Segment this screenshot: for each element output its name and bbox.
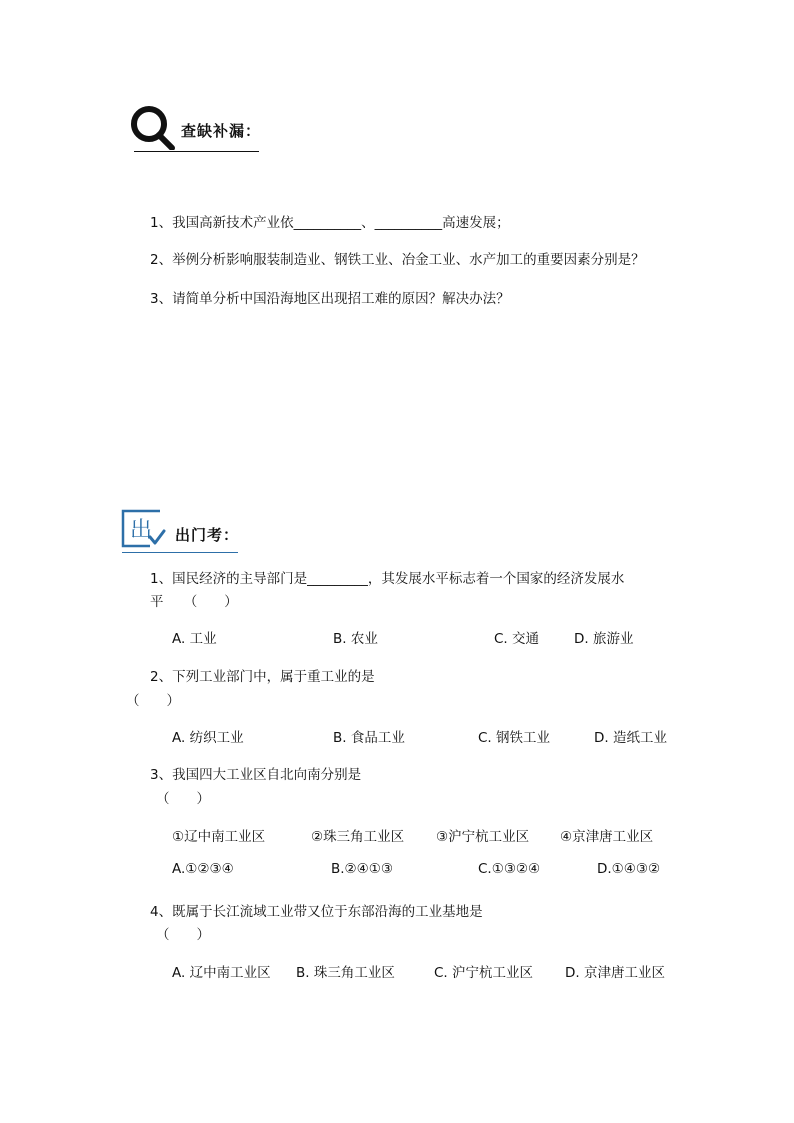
q4-option-c: C. 沪宁杭工业区	[434, 965, 534, 981]
q3-option-c: C.①③②④	[478, 861, 541, 877]
q3-option-a: A.①②③④	[172, 861, 234, 877]
svg-text:出: 出	[130, 518, 153, 543]
q3-item-4: ④京津唐工业区	[560, 829, 654, 845]
q3-item-2: ②珠三角工业区	[311, 829, 405, 845]
exit-heading: 出门考：	[175, 526, 240, 544]
q3-option-b: B.②④①③	[331, 861, 393, 877]
q4-option-b: B. 珠三角工业区	[296, 965, 395, 981]
heading-underline	[134, 151, 259, 152]
section-heading: 查缺补漏：	[181, 122, 262, 140]
quiz-question-2-stem: 2、下列工业部门中，属于重工业的是	[150, 669, 375, 685]
q1-option-c: C. 交通	[494, 631, 540, 647]
q4-option-d: D. 京津唐工业区	[565, 965, 665, 981]
exit-heading-underline	[122, 552, 238, 553]
quiz-question-3-stem-cont: （ ）	[156, 791, 210, 807]
q1-option-a: A. 工业	[172, 631, 217, 647]
q1-option-d: D. 旅游业	[574, 631, 634, 647]
q4-option-a: A. 辽中南工业区	[172, 965, 271, 981]
q2-option-d: D. 造纸工业	[594, 730, 667, 746]
magnifier-icon	[130, 104, 176, 150]
quiz-question-3-stem: 3、我国四大工业区自北向南分别是	[150, 767, 362, 783]
review-question-3: 3、请简单分析中国沿海地区出现招工难的原因？解决办法？	[150, 291, 510, 307]
quiz-question-1-stem-cont: 平 （ ）	[150, 594, 238, 610]
exit-check-icon	[120, 509, 166, 549]
q3-item-1: ①辽中南工业区	[172, 829, 266, 845]
q2-option-a: A. 纺织工业	[172, 730, 244, 746]
q1-option-b: B. 农业	[333, 631, 378, 647]
quiz-question-1-stem: 1、国民经济的主导部门是_________，其发展水平标志着一个国家的经济发展水	[150, 571, 625, 587]
review-question-1: 1、我国高新技术产业依__________、__________高速发展；	[150, 215, 510, 231]
q3-item-3: ③沪宁杭工业区	[436, 829, 530, 845]
q3-option-d: D.①④③②	[597, 861, 661, 877]
quiz-question-4-stem-cont: （ ）	[156, 927, 210, 943]
quiz-question-2-stem-cont: （ ）	[126, 693, 180, 709]
quiz-question-4-stem: 4、既属于长江流域工业带又位于东部沿海的工业基地是	[150, 904, 483, 920]
q2-option-c: C. 钢铁工业	[478, 730, 551, 746]
review-question-2: 2、举例分析影响服装制造业、钢铁工业、冶金工业、水产加工的重要因素分别是？	[150, 252, 645, 268]
q2-option-b: B. 食品工业	[333, 730, 405, 746]
